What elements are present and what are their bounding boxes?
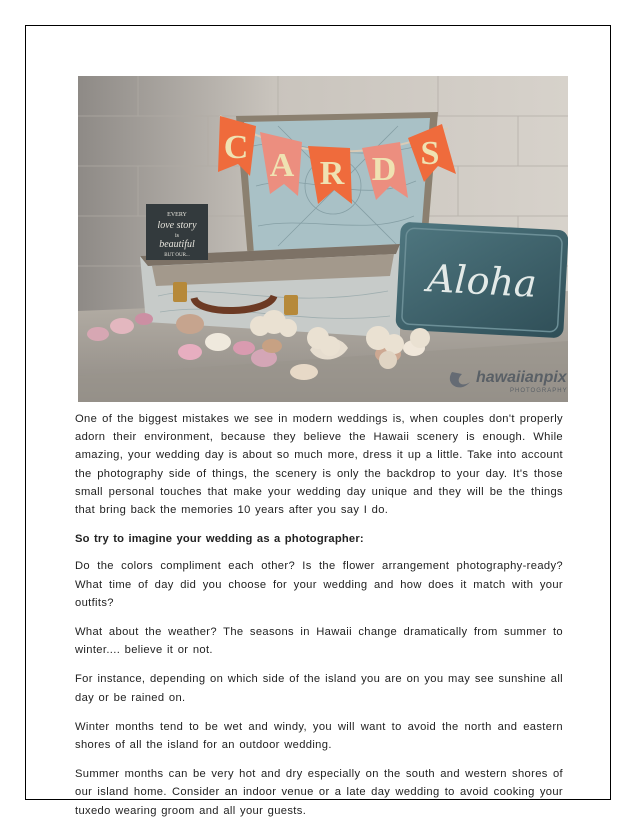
banner-letter-s: S <box>420 135 440 172</box>
sign-left-line-4: beautiful <box>159 239 195 250</box>
sign-left-line-5: BUT OUR... <box>164 253 190 258</box>
paragraph-intro: One of the biggest mistakes we see in modern weddings is, when couples don't properly adorn their environment, because they believe the Hawaii scenery is enough. While amazing, your wedding day is about so much more, dress it up a little. Take into account the photography side of things, the scenery is only the backdrop to your day. It's those small personal touches that make your wedding day unique and they will be the things that bring back the memories 10 years after you say I do. <box>75 413 563 517</box>
watermark-text: hawaiianpix <box>476 369 567 386</box>
banner-letter-a: A <box>269 147 295 184</box>
paragraph-colors: Do the colors compliment each other? Is the flower arrangement photography-ready? What time of day did you choose for your wedding and how does it match with your outfits? <box>75 560 563 609</box>
paragraph-winter: Winter months tend to be wet and windy, you will want to avoid the north and eastern shores of all the island for an outdoor wedding. <box>75 720 563 752</box>
sign-left-line-1: EVERY <box>167 212 187 218</box>
wedding-cards-photo <box>78 76 568 402</box>
aloha-sign-text: Aloha <box>426 256 538 306</box>
banner-letter-d: D <box>371 151 397 188</box>
paragraph-island-side: For instance, depending on which side of the island you are on you may see sunshine all day or be rained on. <box>75 673 563 704</box>
banner-letter-r: R <box>319 155 345 192</box>
sign-left-line-3: is <box>174 233 180 239</box>
paragraph-weather: What about the weather? The seasons in Hawaii change dramatically from summer to winter.... believe it or not. <box>75 626 563 657</box>
sign-left-line-2: love story <box>157 220 197 231</box>
article-body <box>75 410 563 831</box>
paragraph-summer: Summer months can be very hot and dry especially on the south and western shores of our island home. Consider an indoor venue or a late day wedding to avoid cooking your tuxedo wearing groom and all your guests. <box>75 768 563 817</box>
section-heading: So try to imagine your wedding as a photographer: <box>75 533 364 546</box>
watermark-subtext: PHOTOGRAPHY <box>510 388 568 394</box>
banner-letter-c: C <box>223 129 249 166</box>
